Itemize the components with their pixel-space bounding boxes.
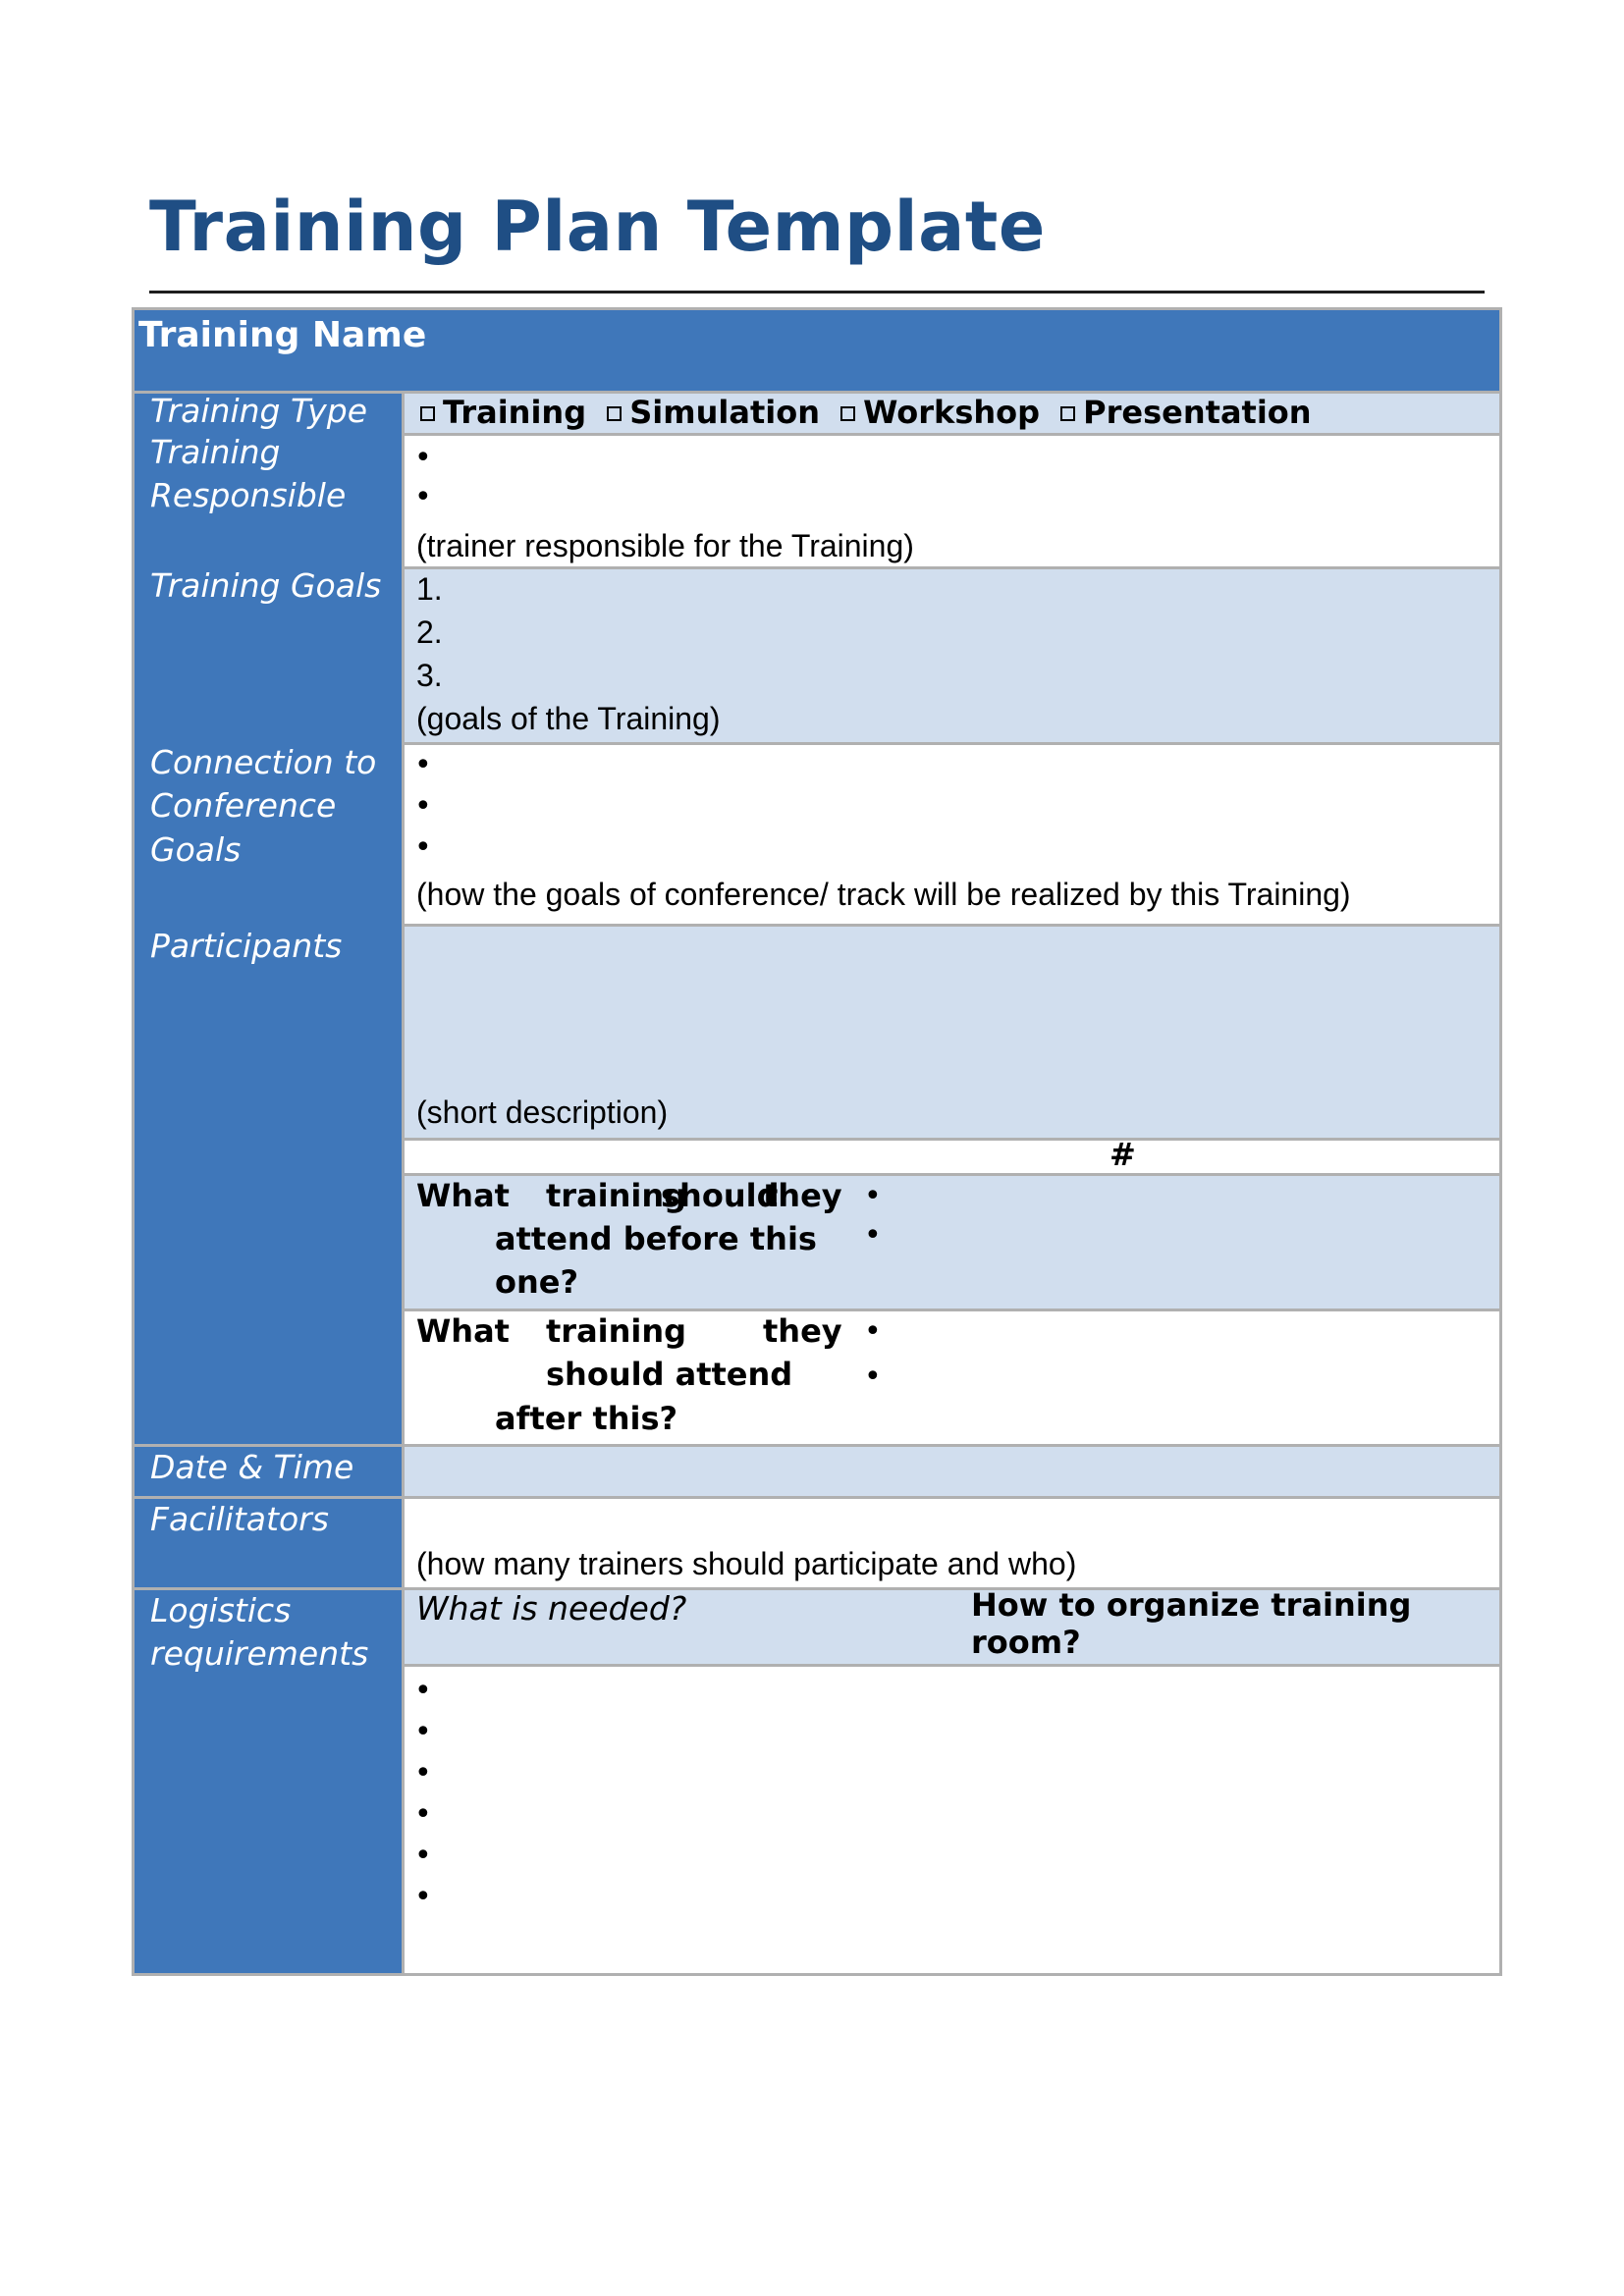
what-is-needed-heading: What is needed? bbox=[416, 1589, 687, 1628]
bullet: • bbox=[414, 1880, 432, 1914]
facilitators-field[interactable] bbox=[405, 1499, 1499, 1587]
logistics-field[interactable] bbox=[405, 1667, 1499, 1973]
goal-item: 2. bbox=[416, 614, 443, 650]
field-hint: (trainer responsible for the Training) bbox=[416, 528, 914, 563]
checkbox-icon bbox=[607, 406, 622, 421]
date-time-label: Date & Time bbox=[150, 1448, 354, 1486]
option-presentation[interactable]: Presentation bbox=[1056, 391, 1311, 435]
option-workshop[interactable]: Workshop bbox=[837, 391, 1040, 435]
bullet: • bbox=[864, 1179, 882, 1213]
bullet: • bbox=[414, 441, 432, 475]
field-hint: (how many trainers should participate and who) bbox=[416, 1546, 1077, 1581]
prior-training-field[interactable]: What training should they attend before this one? • • bbox=[405, 1176, 1499, 1308]
bullet: • bbox=[414, 1797, 432, 1832]
title-divider bbox=[149, 291, 1485, 294]
logistics-header bbox=[405, 1586, 1499, 1664]
follow-up-training-field[interactable]: What training they should attend after this? • • bbox=[405, 1311, 1499, 1444]
training-responsible-label: Training bbox=[150, 433, 281, 471]
bullet: • bbox=[864, 1218, 882, 1253]
bullet: • bbox=[414, 789, 432, 824]
participants-label: Participants bbox=[150, 927, 343, 965]
bullet: • bbox=[414, 748, 432, 782]
training-responsible-field[interactable] bbox=[405, 436, 1499, 566]
count-symbol: # bbox=[1110, 1136, 1136, 1173]
participants-description-field[interactable] bbox=[405, 927, 1499, 1138]
goal-item: 1. bbox=[416, 571, 443, 607]
training-goals-field[interactable] bbox=[405, 569, 1499, 742]
column-divider bbox=[402, 394, 405, 1973]
connection-goals-label: Connection to bbox=[150, 743, 377, 781]
bullet: • bbox=[414, 1674, 432, 1708]
training-type-label: Training Type bbox=[150, 392, 368, 430]
option-simulation[interactable]: Simulation bbox=[603, 391, 820, 435]
date-time-field[interactable] bbox=[405, 1447, 1499, 1496]
connection-goals-label: Goals bbox=[150, 830, 242, 869]
page-title: Training Plan Template bbox=[149, 187, 1046, 267]
checkbox-icon bbox=[840, 406, 855, 421]
room-organization-heading: room? bbox=[971, 1624, 1081, 1661]
label-column bbox=[135, 394, 402, 1973]
connection-goals-label: Conference bbox=[150, 786, 337, 825]
facilitators-label: Facilitators bbox=[150, 1500, 329, 1538]
room-organization-heading: How to organize training bbox=[971, 1586, 1412, 1624]
connection-goals-field[interactable] bbox=[405, 745, 1499, 924]
bullet: • bbox=[864, 1314, 882, 1349]
option-training[interactable]: Training bbox=[416, 391, 586, 435]
field-hint: (goals of the Training) bbox=[416, 701, 721, 736]
bullet: • bbox=[414, 830, 432, 865]
bullet: • bbox=[864, 1360, 882, 1394]
field-hint: (how the goals of conference/ track will be realized by this Training) bbox=[416, 877, 1351, 912]
training-name-label: Training Name bbox=[138, 315, 427, 355]
training-goals-label: Training Goals bbox=[150, 566, 382, 605]
checkbox-icon bbox=[420, 406, 435, 421]
bullet: • bbox=[414, 480, 432, 514]
logistics-label: requirements bbox=[150, 1634, 369, 1673]
bullet: • bbox=[414, 1756, 432, 1790]
checkbox-icon bbox=[1060, 406, 1075, 421]
goal-item: 3. bbox=[416, 658, 443, 693]
training-plan-form bbox=[132, 307, 1502, 1976]
bullet: • bbox=[414, 1715, 432, 1749]
training-name-header[interactable] bbox=[135, 310, 1499, 391]
bullet: • bbox=[414, 1839, 432, 1873]
participants-count-field[interactable] bbox=[405, 1136, 1499, 1173]
training-responsible-label: Responsible bbox=[150, 476, 347, 514]
field-hint: (short description) bbox=[416, 1095, 669, 1130]
training-type-field[interactable] bbox=[405, 394, 1499, 433]
logistics-label: Logistics bbox=[150, 1591, 292, 1629]
